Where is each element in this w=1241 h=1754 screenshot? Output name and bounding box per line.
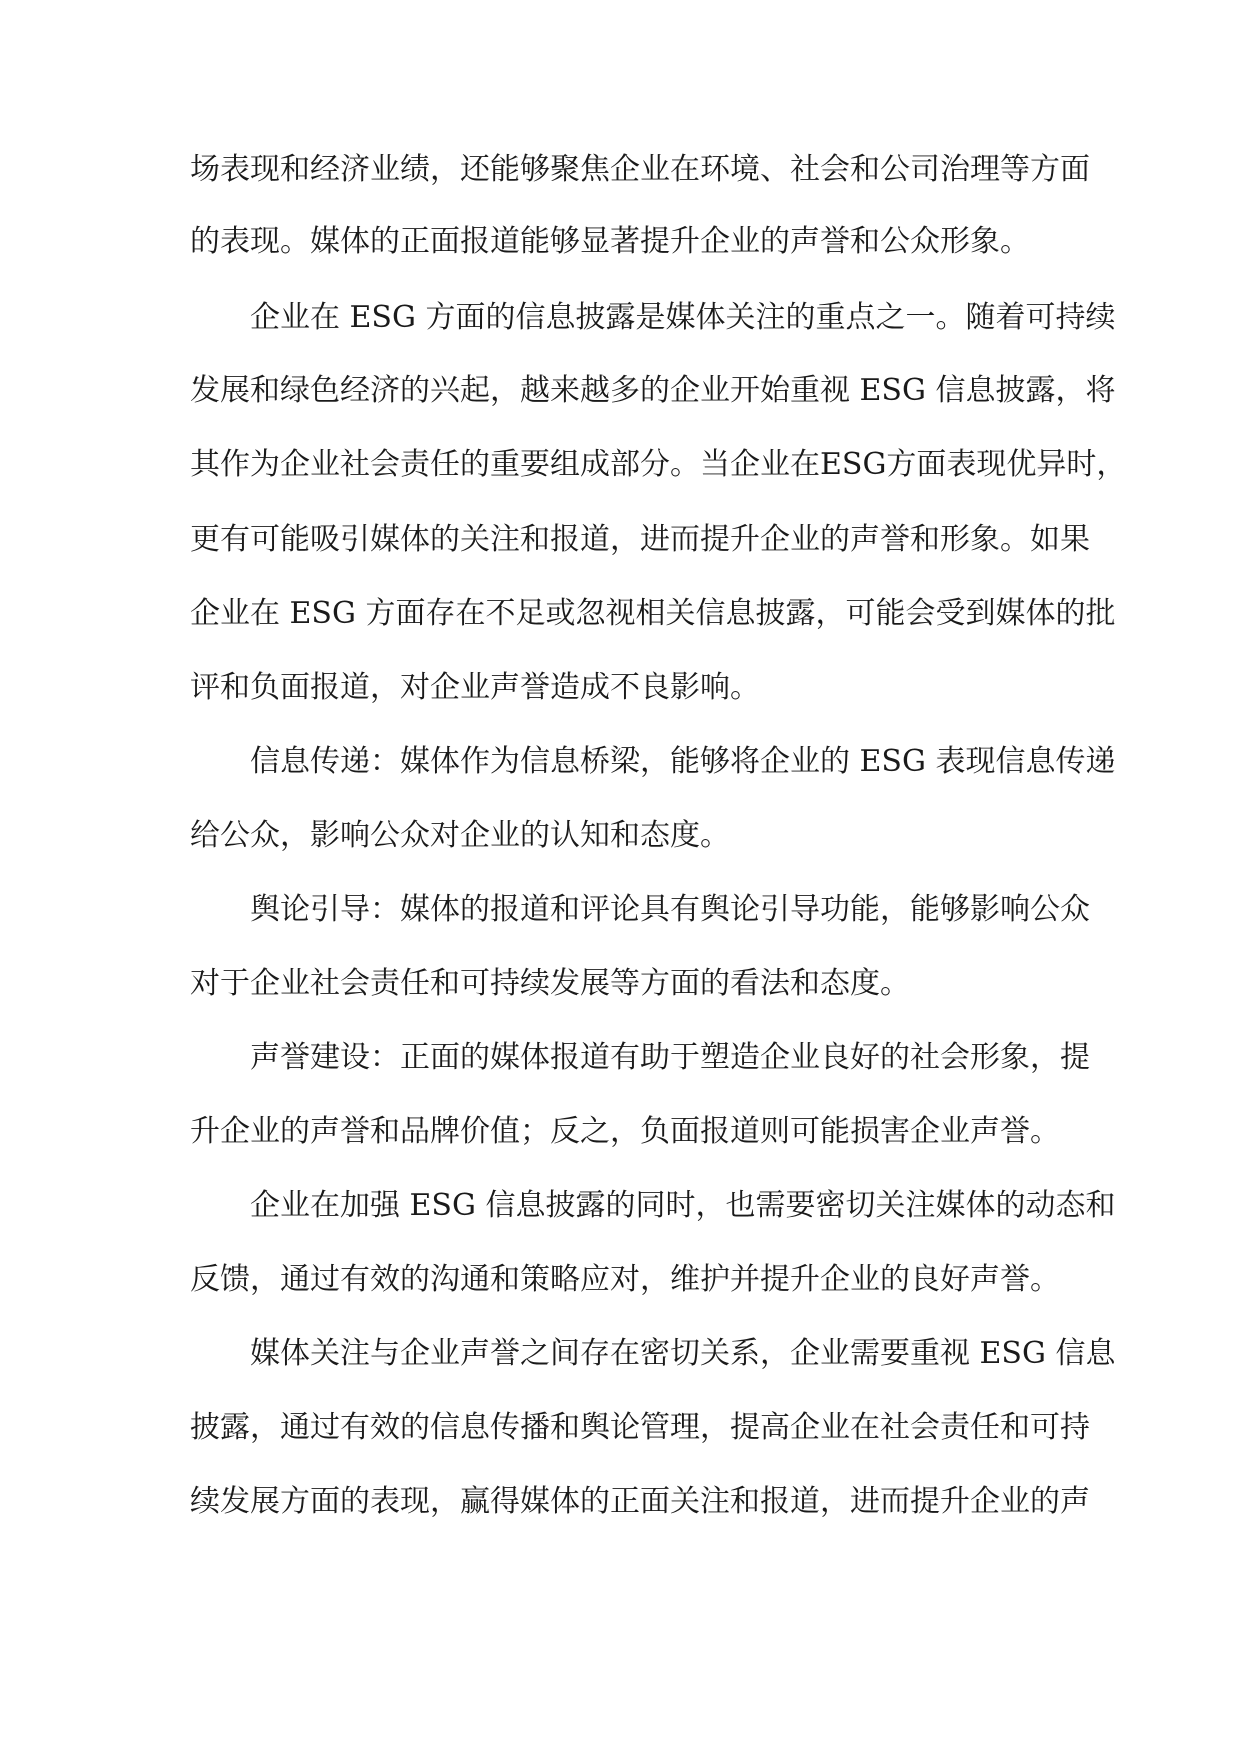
text-line: 升企业的声誉和品牌价值；反之，负面报道则可能损害企业声誉。 (190, 1114, 1060, 1149)
text-line: 媒体关注与企业声誉之间存在密切关系，企业需要重视 ESG 信息 (250, 1336, 1116, 1371)
text-line: 评和负面报道，对企业声誉造成不良影响。 (190, 670, 760, 705)
text-line: 声誉建设：正面的媒体报道有助于塑造企业良好的社会形象，提 (250, 1040, 1090, 1075)
text-line: 更有可能吸引媒体的关注和报道，进而提升企业的声誉和形象。如果 (190, 522, 1090, 557)
text-line: 披露，通过有效的信息传播和舆论管理，提高企业在社会责任和可持 (190, 1410, 1090, 1445)
text-line: 信息传递：媒体作为信息桥梁，能够将企业的 ESG 表现信息传递 (250, 744, 1116, 779)
text-line: 反馈，通过有效的沟通和策略应对，维护并提升企业的良好声誉。 (190, 1262, 1060, 1297)
text-line: 给公众，影响公众对企业的认知和态度。 (190, 818, 730, 853)
text-line: 对于企业社会责任和可持续发展等方面的看法和态度。 (190, 966, 910, 1001)
text-line: 的表现。媒体的正面报道能够显著提升企业的声誉和公众形象。 (190, 224, 1030, 259)
text-line: 其作为企业社会责任的重要组成部分。当企业在ESG方面表现优异时， (190, 447, 1127, 482)
text-line: 发展和绿色经济的兴起，越来越多的企业开始重视 ESG 信息披露，将 (190, 373, 1116, 408)
text-line: 企业在 ESG 方面存在不足或忽视相关信息披露，可能会受到媒体的批 (190, 596, 1116, 631)
text-line: 舆论引导：媒体的报道和评论具有舆论引导功能，能够影响公众 (250, 892, 1090, 927)
text-line: 场表现和经济业绩，还能够聚焦企业在环境、社会和公司治理等方面 (190, 152, 1090, 187)
text-line: 企业在 ESG 方面的信息披露是媒体关注的重点之一。随着可持续 (250, 300, 1116, 335)
text-line: 续发展方面的表现，赢得媒体的正面关注和报道，进而提升企业的声 (190, 1484, 1090, 1519)
text-line: 企业在加强 ESG 信息披露的同时，也需要密切关注媒体的动态和 (250, 1188, 1116, 1223)
